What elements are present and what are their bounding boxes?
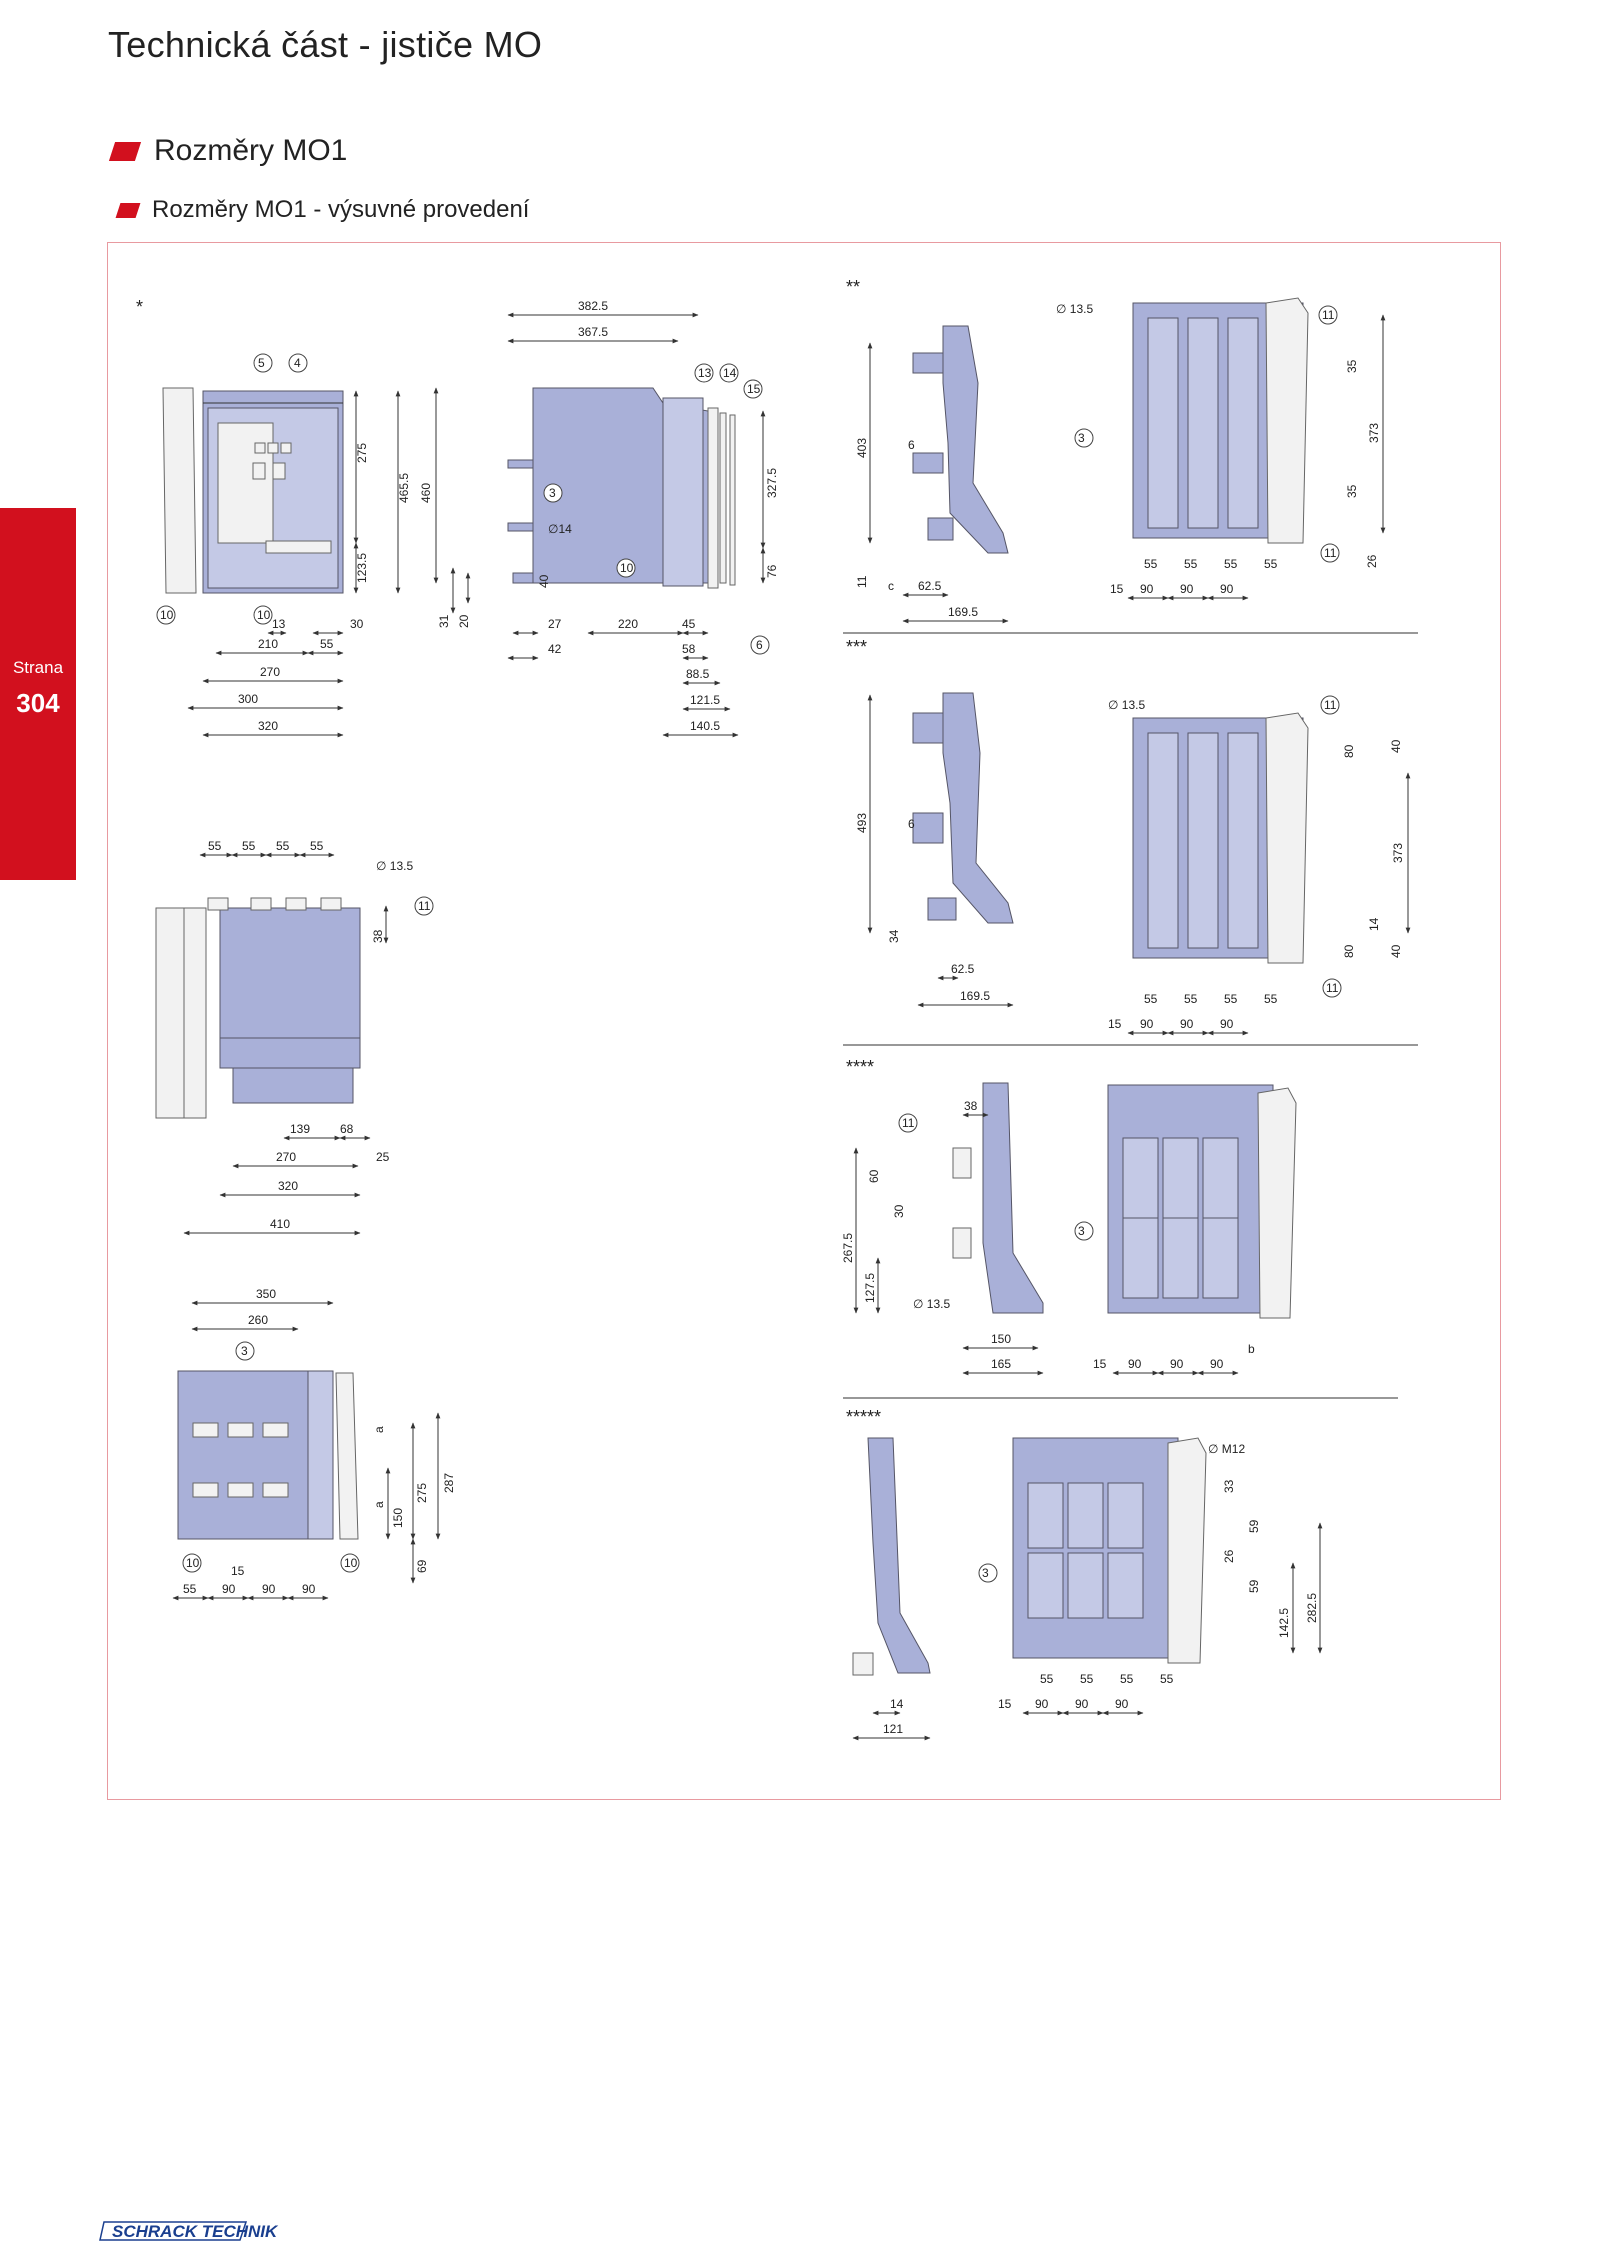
dim-top-25: 25: [376, 1150, 390, 1164]
dim-rear-150: 150: [391, 1507, 405, 1528]
dim-p5-26: 26: [1222, 1549, 1236, 1563]
dim-side-76: 76: [765, 564, 779, 578]
dim-front-270: 270: [260, 665, 281, 679]
front-view-drawing: [157, 354, 343, 624]
dim-rear-55: 55: [183, 1582, 197, 1596]
dim-front-13: 13: [272, 617, 286, 631]
dim-top-320: 320: [278, 1179, 299, 1193]
red-bullet-icon: [109, 142, 141, 161]
dim-p5-121: 121: [883, 1722, 904, 1736]
side-view-drawing: [508, 364, 769, 654]
dim-rear-287: 287: [442, 1472, 456, 1493]
dim-p2-62-5: 62.5: [918, 579, 942, 593]
dim-front-55: 55: [320, 637, 334, 651]
callout-10: 10: [257, 608, 271, 622]
drawing-frame: [107, 242, 1501, 1800]
dim-rear-90c: 90: [302, 1582, 316, 1596]
dim-p3-14: 14: [1367, 917, 1381, 931]
dim-p2-55b: 55: [1184, 557, 1198, 571]
dim-p5-55d: 55: [1160, 1672, 1174, 1686]
callout-3: 3: [549, 486, 556, 500]
technical-drawings: [108, 243, 1502, 1801]
dim-p3-90c: 90: [1220, 1017, 1234, 1031]
dim-p3-62-5: 62.5: [951, 962, 975, 976]
panel-2-drawing: [913, 298, 1339, 562]
dim-p2-35a: 35: [1345, 359, 1359, 373]
dim-p5-33: 33: [1222, 1479, 1236, 1493]
dim-rear-275: 275: [415, 1482, 429, 1503]
dim-p3-55d: 55: [1264, 992, 1278, 1006]
dim-side-121-5: 121.5: [690, 693, 721, 707]
dim-p4-90c: 90: [1210, 1357, 1224, 1371]
marker-2: **: [846, 277, 861, 297]
dim-top-38: 38: [371, 929, 385, 943]
dim-front-320: 320: [258, 719, 279, 733]
dim-p5-90b: 90: [1075, 1697, 1089, 1711]
callout-4: 4: [294, 356, 301, 370]
dim-p3-55b: 55: [1184, 992, 1198, 1006]
schrack-logo: [100, 2218, 278, 2255]
side-page-tab: [0, 508, 76, 880]
callout-5: 5: [258, 356, 265, 370]
dim-p3-40b: 40: [1389, 944, 1403, 958]
dim-side-367-5: 367.5: [578, 325, 609, 339]
dim-p3-dia13-5: ∅ 13.5: [1108, 698, 1146, 712]
top-view-drawing: [156, 897, 433, 1118]
dim-top-55c: 55: [276, 839, 290, 853]
dim-p3-55c: 55: [1224, 992, 1238, 1006]
dim-p4-150: 150: [991, 1332, 1012, 1346]
dim-p2-55c: 55: [1224, 557, 1238, 571]
dim-p4-267-5: 267.5: [841, 1232, 855, 1263]
dim-p5-90c: 90: [1115, 1697, 1129, 1711]
callout-11: 11: [418, 899, 431, 913]
dim-rear-90a: 90: [222, 1582, 236, 1596]
dim-side-327-5: 327.5: [765, 467, 779, 498]
dim-p5-dia-m12: ∅ M12: [1208, 1442, 1246, 1456]
dim-top-139: 139: [290, 1122, 311, 1136]
page-title: Technická část - jističe MO: [108, 24, 543, 65]
dim-p5-15: 15: [998, 1697, 1012, 1711]
dim-p2-6: 6: [908, 438, 915, 452]
dim-p4-30: 30: [892, 1204, 906, 1218]
dim-p3-40a: 40: [1389, 739, 1403, 753]
dim-side-45: 45: [682, 617, 696, 631]
panel-4-drawing: [899, 1083, 1296, 1318]
panel-5-drawing: [853, 1438, 1206, 1675]
dim-front-275: 275: [355, 442, 369, 463]
dim-p2-15: 15: [1110, 582, 1124, 596]
dim-top-270: 270: [276, 1150, 297, 1164]
marker-5: *****: [846, 1407, 882, 1427]
marker-3: ***: [846, 637, 868, 657]
dim-side-140-5: 140.5: [690, 719, 721, 733]
dim-p3-6: 6: [908, 817, 915, 831]
dim-side-40: 40: [537, 574, 551, 588]
red-bullet-icon: [116, 203, 141, 218]
dim-side-dia14: ∅14: [548, 522, 572, 536]
dim-rear-350: 350: [256, 1287, 277, 1301]
dim-p5-14: 14: [890, 1697, 904, 1711]
callout-11: 11: [902, 1116, 915, 1130]
dim-p3-493: 493: [855, 812, 869, 833]
dim-p3-80b: 80: [1342, 944, 1356, 958]
dim-p3-80a: 80: [1342, 744, 1356, 758]
dim-p3-169-5: 169.5: [960, 989, 991, 1003]
callout-14: 14: [723, 366, 737, 380]
dim-p2-90b: 90: [1180, 582, 1194, 596]
callout-10: 10: [160, 608, 174, 622]
dim-top-55d: 55: [310, 839, 324, 853]
dim-p2-169-5: 169.5: [948, 605, 979, 619]
callout-11: 11: [1324, 546, 1337, 560]
callout-13: 13: [698, 366, 712, 380]
callout-10: 10: [620, 561, 634, 575]
dim-side-20: 20: [457, 614, 471, 628]
callout-10: 10: [344, 1556, 358, 1570]
dim-p4-127-5: 127.5: [863, 1272, 877, 1303]
dim-p3-90a: 90: [1140, 1017, 1154, 1031]
dim-p2-26: 26: [1365, 554, 1379, 568]
dim-p4-dia13-5: ∅ 13.5: [913, 1297, 951, 1311]
dim-front-300: 300: [238, 692, 259, 706]
dim-p4-38: 38: [964, 1099, 978, 1113]
dim-p5-55a: 55: [1040, 1672, 1054, 1686]
dim-front-30: 30: [350, 617, 364, 631]
dim-p3-15: 15: [1108, 1017, 1122, 1031]
callout-3: 3: [1078, 1224, 1085, 1238]
dim-p5-90a: 90: [1035, 1697, 1049, 1711]
dim-front-123-5: 123.5: [355, 552, 369, 583]
dim-rear-260: 260: [248, 1313, 269, 1327]
dim-p2-90c: 90: [1220, 582, 1234, 596]
dim-side-382-5: 382.5: [578, 299, 609, 313]
panel-3-drawing: [913, 693, 1341, 997]
dim-top-55b: 55: [242, 839, 256, 853]
dim-p5-59a: 59: [1247, 1519, 1261, 1533]
page-label: Strana: [12, 658, 64, 677]
callout-10: 10: [186, 1556, 200, 1570]
dim-side-220: 220: [618, 617, 639, 631]
dim-top-68: 68: [340, 1122, 354, 1136]
dim-p4-b: b: [1248, 1342, 1255, 1356]
logo-text: SCHRACK TECHNIK: [112, 2222, 278, 2241]
dim-p2-35b: 35: [1345, 484, 1359, 498]
dim-p5-55b: 55: [1080, 1672, 1094, 1686]
dim-front-210: 210: [258, 637, 279, 651]
dim-p2-403: 403: [855, 437, 869, 458]
section-heading: [112, 134, 347, 168]
dim-side-460: 460: [419, 482, 433, 503]
dim-p3-55a: 55: [1144, 992, 1158, 1006]
dim-p5-55c: 55: [1120, 1672, 1134, 1686]
dim-p2-dia13-5: ∅ 13.5: [1056, 302, 1094, 316]
callout-15: 15: [747, 382, 761, 396]
dim-p2-c: c: [888, 579, 894, 593]
dim-front-465-5: 465.5: [397, 472, 411, 503]
dim-p2-55a: 55: [1144, 557, 1158, 571]
dim-side-27: 27: [548, 617, 562, 631]
callout-3: 3: [982, 1566, 989, 1580]
dim-p2-373: 373: [1367, 422, 1381, 443]
dim-rear-a2: a: [372, 1501, 386, 1508]
dim-rear-69: 69: [415, 1559, 429, 1573]
callout-3: 3: [1078, 431, 1085, 445]
dim-p4-165: 165: [991, 1357, 1012, 1371]
marker-1: *: [136, 297, 144, 317]
dim-side-58: 58: [682, 642, 696, 656]
callout-3: 3: [241, 1344, 248, 1358]
dim-p5-142-5: 142.5: [1277, 1607, 1291, 1638]
dim-rear-90b: 90: [262, 1582, 276, 1596]
subsection-title: Rozměry MO1 - výsuvné provedení: [152, 196, 530, 223]
dim-p4-15: 15: [1093, 1357, 1107, 1371]
section-title: Rozměry MO1: [154, 134, 348, 167]
dim-p3-34: 34: [887, 929, 901, 943]
dim-p2-55d: 55: [1264, 557, 1278, 571]
dim-p5-59b: 59: [1247, 1579, 1261, 1593]
callout-11: 11: [1322, 308, 1335, 322]
marker-4: ****: [846, 1057, 875, 1077]
callout-6: 6: [756, 638, 763, 652]
callout-11: 11: [1326, 981, 1339, 995]
dim-p3-90b: 90: [1180, 1017, 1194, 1031]
callout-11: 11: [1324, 698, 1337, 712]
dim-p3-373: 373: [1391, 842, 1405, 863]
dim-p4-90a: 90: [1128, 1357, 1142, 1371]
dim-p5-282-5: 282.5: [1305, 1592, 1319, 1623]
page-number: 304: [16, 688, 60, 718]
subsection-heading: [118, 196, 529, 224]
dim-side-42: 42: [548, 642, 562, 656]
dim-p4-90b: 90: [1170, 1357, 1184, 1371]
rear-view-drawing: [178, 1342, 359, 1572]
dim-p2-90a: 90: [1140, 582, 1154, 596]
dim-side-88-5: 88.5: [686, 667, 710, 681]
dim-rear-a1: a: [372, 1426, 386, 1433]
dim-top-55a: 55: [208, 839, 222, 853]
dim-top-410: 410: [270, 1217, 291, 1231]
dim-p4-60: 60: [867, 1169, 881, 1183]
dim-p2-11: 11: [855, 575, 869, 588]
dim-top-dia13-5: ∅ 13.5: [376, 859, 414, 873]
dim-side-31: 31: [437, 614, 451, 628]
dim-rear-15: 15: [231, 1564, 245, 1578]
